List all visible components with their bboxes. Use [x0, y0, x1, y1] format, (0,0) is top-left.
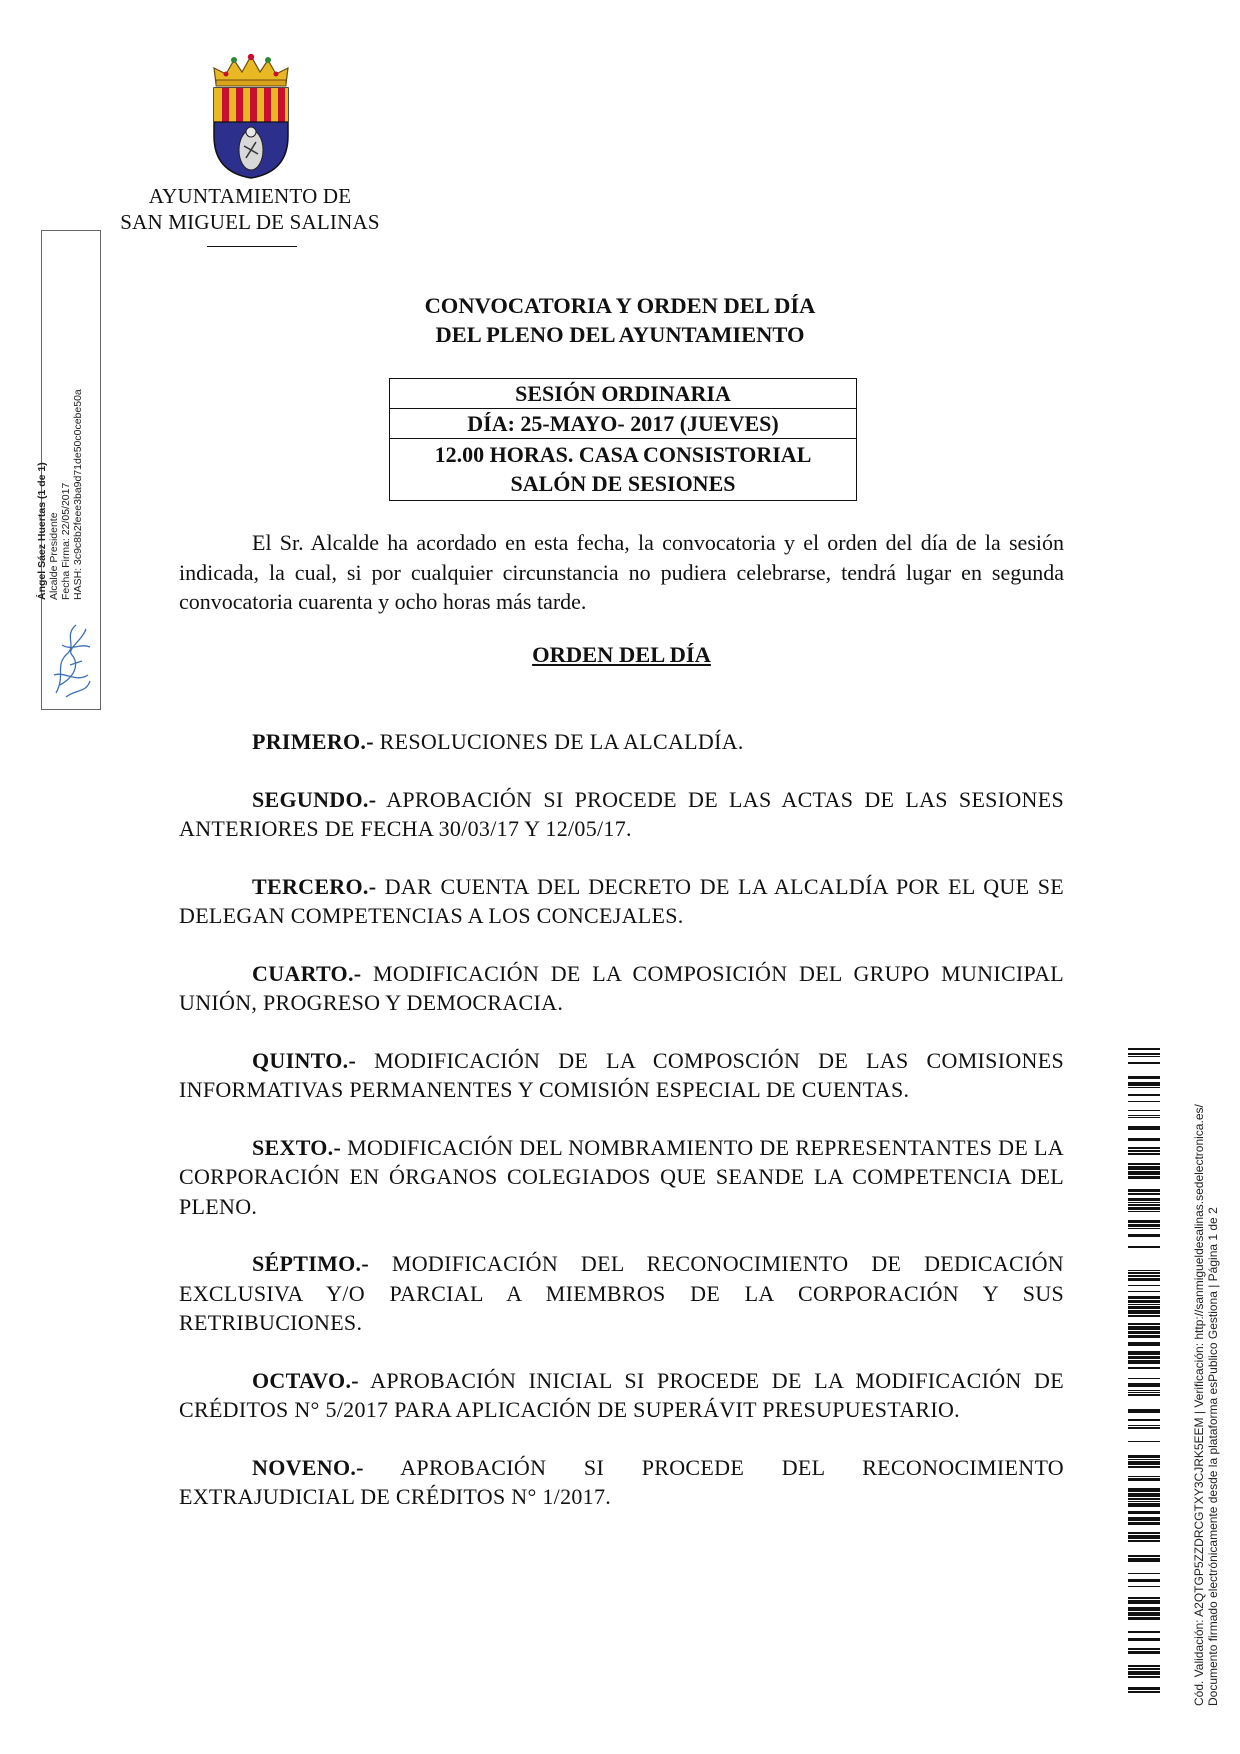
agenda-item [179, 1453, 1064, 1512]
agenda-item [179, 959, 1064, 1018]
agenda-item-key: SÉPTIMO.- [252, 1251, 369, 1276]
agenda-item-text: MODIFICACIÓN DEL NOMBRAMIENTO DE REPRESENTANTES DE LA CORPORACIÓN EN ÓRGANOS COLEGIADOS QUE SEANDE LA COMPETENCIA DEL PLENO. [179, 1134, 1064, 1219]
signature-date: Fecha Firma: 22/05/2017 [60, 482, 72, 600]
agenda-item [179, 727, 1064, 757]
handwritten-signature-image [46, 605, 98, 703]
validation-text [1192, 1056, 1220, 1706]
agenda-item-key: OCTAVO.- [252, 1367, 359, 1393]
agenda-item-text: APROBACIÓN SI PROCEDE DE LAS ACTAS DE LAS SESIONES ANTERIORES DE FECHA 30/03/17 Y 12/05/17. [179, 786, 1064, 841]
agenda-item-text: RESOLUCIONES DE LA ALCALDÍA. [373, 729, 744, 754]
title-line-1: CONVOCATORIA Y ORDEN DEL DÍA [424, 293, 816, 318]
validation-line-2: Documento firmado electrónicamente desde la plataforma esPublico Gestiona | Página 1 de 2 [1206, 1207, 1220, 1706]
validation-barcode-image [1128, 1048, 1160, 1694]
signature-stamp-text [36, 300, 84, 600]
agenda-item-text: DAR CUENTA DEL DECRETO DE LA ALCALDÍA POR EL QUE SE DELEGAN COMPETENCIAS A LOS CONCEJALES. [179, 873, 1064, 928]
agenda-item-text: APROBACIÓN SI PROCEDE DEL RECONOCIMIENTO EXTRAJUDICIAL DE CRÉDITOS N° 1/2017. [179, 1454, 1064, 1509]
agenda-item-key: PRIMERO.- [252, 729, 374, 754]
agenda-heading: ORDEN DEL DÍA [532, 642, 711, 667]
validation-line-1: Cód. Validación: A2QTGP5ZZDRCGTXY3CJRK5EEM | Verificación: http://sanmigueldesalinas.sedelectronica.es/ [1192, 1104, 1206, 1706]
agenda-item-key: CUARTO.- [252, 960, 362, 986]
signer-name: Ángel Sáez Huertas (1 de 1) [36, 462, 48, 600]
agenda-item-text: MODIFICACIÓN DE LA COMPOSICIÓN DEL GRUPO MUNICIPAL UNIÓN, PROGRESO Y DEMOCRACIA. [179, 960, 1064, 1015]
header-divider [207, 246, 297, 247]
agenda-item-key: NOVENO.- [252, 1454, 364, 1480]
agenda-item-key: SEXTO.- [252, 1134, 342, 1160]
intro-paragraph: El Sr. Alcalde ha acordado en esta fecha, la convocatoria y el orden del día de la sesión indicada, la cual, si por cualquier circunstancia no pudiera celebrarse, tendrá lugar en segunda convocatoria cuarenta y ocho horas más tarde. [179, 530, 1064, 614]
session-info-box [389, 378, 857, 501]
agenda-list [179, 727, 1064, 1540]
agenda-item [179, 1249, 1064, 1338]
agenda-item-text: MODIFICACIÓN DE LA COMPOSCIÓN DE LAS COMISIONES INFORMATIVAS PERMANENTES Y COMISIÓN ESPECIAL DE CUENTAS. [179, 1047, 1064, 1102]
agenda-item [179, 785, 1064, 844]
organization-name [100, 183, 400, 235]
document-title [300, 291, 940, 349]
agenda-item [179, 1133, 1064, 1222]
organization-line-1: AYUNTAMIENTO DE [148, 184, 352, 208]
agenda-item-text: APROBACIÓN INICIAL SI PROCEDE DE LA MODIFICACIÓN DE CRÉDITOS N° 5/2017 PARA APLICACIÓN DE SUPERÁVIT PRESUPUESTARIO. [179, 1367, 1064, 1422]
agenda-item-key: TERCERO.- [252, 873, 377, 899]
agenda-item-key: SEGUNDO.- [252, 786, 377, 812]
title-line-2: DEL PLENO DEL AYUNTAMIENTO [435, 322, 805, 347]
session-date: DÍA: 25-MAYO- 2017 (JUEVES) [390, 409, 856, 439]
session-place [390, 439, 856, 500]
agenda-item [179, 1046, 1064, 1105]
session-place-line-2: SALÓN DE SESIONES [510, 471, 736, 496]
session-type: SESIÓN ORDINARIA [390, 379, 856, 409]
agenda-item [179, 872, 1064, 931]
organization-line-2: SAN MIGUEL DE SALINAS [120, 210, 380, 234]
agenda-item-key: QUINTO.- [252, 1047, 357, 1073]
agenda-item-text: MODIFICACIÓN DEL RECONOCIMIENTO DE DEDICACIÓN EXCLUSIVA Y/O PARCIAL A MIEMBROS DE LA CORPORACIÓN Y SUS RETRIBUCIONES. [179, 1251, 1064, 1335]
agenda-item [179, 1366, 1064, 1425]
session-place-line-1: 12.00 HORAS. CASA CONSISTORIAL [434, 442, 812, 467]
coat-of-arms-image [208, 54, 294, 180]
signer-role: Alcalde Presidente [48, 512, 60, 600]
signature-hash: HASH: 3c9c8b2feee3ba9d71de50c0cebe50a [72, 389, 84, 600]
